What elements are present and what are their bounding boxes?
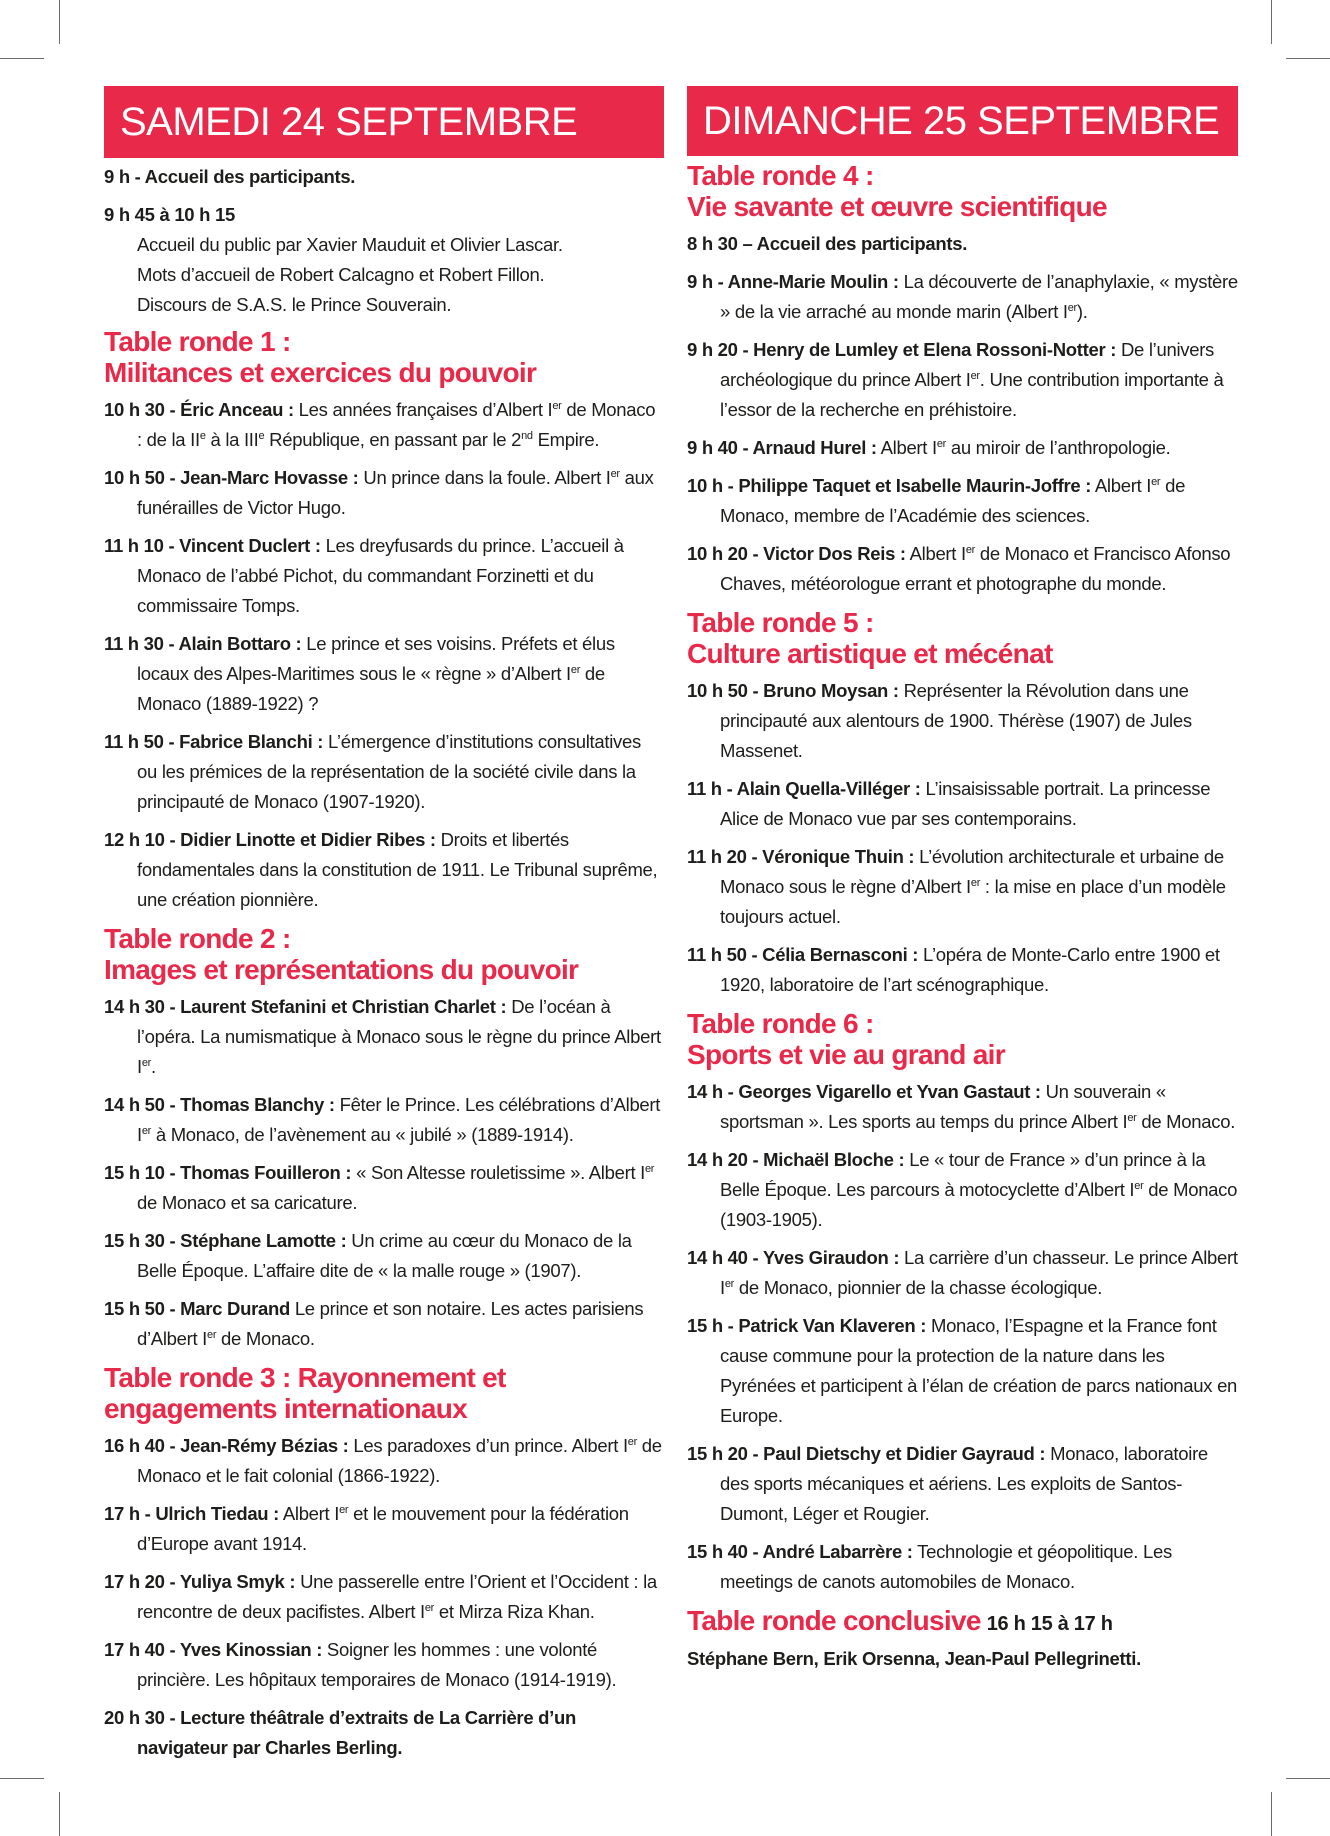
program-entry [104,992,664,1082]
entry-description: « Son Altesse rouletissime ». Albert Ier de Monaco et sa caricature. [137,1162,655,1213]
program-entry [687,433,1238,463]
entry-description: Technologie et géopolitique. Les meetings de canots automobiles de Monaco. [720,1541,1172,1592]
entry-description: L’insaisissable portrait. La princesse Alice de Monaco vue par ses contemporains. [720,778,1211,829]
entry-time-speaker: 15 h 40 - André Labarrère : [687,1541,913,1562]
saturday-column [104,86,664,1771]
program-entry [687,1077,1238,1137]
program-entry [104,727,664,817]
round-table-title-line: Sports et vie au grand air [687,1039,1005,1070]
entry-time-speaker: 11 h 50 - Fabrice Blanchi : [104,731,324,752]
crop-mark [59,1792,60,1836]
program-entry [687,1439,1238,1529]
entry-time-speaker: 14 h 40 - Yves Giraudon : [687,1247,900,1268]
sunday-banner: DIMANCHE 25 SEPTEMBRE [687,86,1238,156]
program-entry [687,335,1238,425]
crop-mark [1271,1792,1272,1836]
crop-mark [1271,0,1272,44]
program-entry [687,471,1238,531]
program-entry [104,463,664,523]
program-entry [104,1431,664,1491]
entry-time-speaker: 14 h 30 - Laurent Stefanini et Christian Charlet : [104,996,507,1017]
conclusive-time: 16 h 15 à 17 h [986,1613,1113,1635]
program-entry [687,676,1238,766]
program-entry [104,825,664,915]
conclusive-title: Table ronde conclusive 16 h 15 à 17 h [687,1605,1113,1636]
round-table-title-line: Culture artistique et mécénat [687,638,1053,669]
entry-time-speaker: 15 h 30 - Stéphane Lamotte : [104,1230,347,1251]
round-table-title-line: Table ronde 5 : [687,607,874,638]
program-entry [687,842,1238,932]
entry-description: Le prince et son notaire. Les actes parisiens d’Albert Ier de Monaco. [137,1298,644,1349]
round-table-title-line: Table ronde 3 : Rayonnement et [104,1362,506,1393]
entry-time-speaker: 17 h 20 - Yuliya Smyk : [104,1571,296,1592]
entry-time-speaker: 9 h - Anne-Marie Moulin : [687,271,899,292]
entry-description: Albert Ier au miroir de l’anthropologie. [880,437,1171,458]
program-entry [104,1703,664,1763]
entry-time-speaker: 15 h 10 - Thomas Fouilleron : [104,1162,352,1183]
entry-description: La carrière d’un chasseur. Le prince Albert Ier de Monaco, pionnier de la chasse écologique. [720,1247,1238,1298]
crop-mark [1286,58,1330,59]
entry-description: Albert Ier et le mouvement pour la fédération d’Europe avant 1914. [137,1503,629,1554]
welcome-entry: 9 h - Accueil des participants. [104,166,356,187]
round-table-title-line: Vie savante et œuvre scientifique [687,191,1107,222]
entry-time-speaker: 11 h 10 - Vincent Duclert : [104,535,321,556]
entry-time-speaker: 11 h 30 - Alain Bottaro : [104,633,302,654]
entry-time-speaker: 15 h 50 - Marc Durand [104,1298,290,1319]
entry-time-speaker: 10 h 50 - Bruno Moysan : [687,680,899,701]
program-entry [687,774,1238,834]
entry-description: L’émergence d’institutions consultatives ou les prémices de la représentation de la société civile dans la principauté de Monaco (1907-1920). [137,731,641,812]
opening-time: 9 h 45 à 10 h 15 [104,204,235,225]
program-entry [104,1158,664,1218]
entry-time-speaker: 12 h 10 - Didier Linotte et Didier Ribes : [104,829,436,850]
entry-description: L’évolution architecturale et urbaine de Monaco sous le règne d’Albert Ier : la mise en place d’un modèle toujours actuel. [720,846,1226,927]
opening-lines: Accueil du public par Xavier Mauduit et Olivier Lascar. Mots d’accueil de Robert Calcagno et Robert Fillon. Discours de S.A.S. le Prince Souverain. [137,234,563,315]
entry-description: Droits et libertés fondamentales dans la constitution de 1911. Le Tribunal suprême, une création pionnière. [137,829,658,910]
entry-time-speaker: 17 h - Ulrich Tiedau : [104,1503,280,1524]
round-table-title-line: engagements internationaux [104,1393,467,1424]
program-entry [104,1294,664,1354]
program-entry [104,1226,664,1286]
entry-time-speaker: 9 h 40 - Arnaud Hurel : [687,437,877,458]
round-table-title [687,1008,1238,1070]
program-entry [687,1145,1238,1235]
entry-time-speaker: 14 h - Georges Vigarello et Yvan Gastaut : [687,1081,1041,1102]
crop-mark [59,0,60,44]
entry-time-speaker: 10 h 30 - Éric Anceau : [104,399,294,420]
program-entry [104,531,664,621]
entry-description: Les dreyfusards du prince. L’accueil à Monaco de l’abbé Pichot, du commandant Forzinetti et du commissaire Tomps. [137,535,624,616]
round-table-title [687,607,1238,669]
program-entry [104,1090,664,1150]
entry-description: De l’univers archéologique du prince Albert Ier. Une contribution importante à l’essor de la recherche en préhistoire. [720,339,1224,420]
round-table-title-line: Table ronde 2 : [104,923,291,954]
entry-time-speaker: 11 h - Alain Quella-Villéger : [687,778,921,799]
program-entry [687,1243,1238,1303]
conclusive-speakers: Stéphane Bern, Erik Orsenna, Jean-Paul Pellegrinetti. [687,1648,1141,1669]
entry-description: Albert Ier de Monaco, membre de l’Académie des sciences. [720,475,1186,526]
entry-time-speaker: 15 h 20 - Paul Dietschy et Didier Gayraud : [687,1443,1046,1464]
program-entry [104,395,664,455]
program-entry [687,1311,1238,1431]
entry-time-speaker: 14 h 50 - Thomas Blanchy : [104,1094,335,1115]
entry-time-speaker: 10 h 20 - Victor Dos Reis : [687,543,906,564]
program-entry [687,267,1238,327]
entry-description: Le prince et ses voisins. Préfets et élus locaux des Alpes-Maritimes sous le « règne » d’Albert Ier de Monaco (1889-1922) ? [137,633,615,714]
round-table-title [104,1362,664,1424]
sunday-column [687,86,1238,1682]
entry-time-speaker: 20 h 30 - Lecture théâtrale d’extraits de La Carrière d’un navigateur par Charles Berling. [104,1707,577,1758]
entry-time-speaker: 15 h - Patrick Van Klaveren : [687,1315,927,1336]
entry-description: Un prince dans la foule. Albert Ier aux funérailles de Victor Hugo. [137,467,654,518]
entry-description: Un souverain « sportsman ». Les sports au temps du prince Albert Ier de Monaco. [720,1081,1236,1132]
program-entry [687,539,1238,599]
round-table-title-line: Militances et exercices du pouvoir [104,357,537,388]
entry-description: Les paradoxes d’un prince. Albert Ier de Monaco et le fait colonial (1866-1922). [137,1435,662,1486]
program-entry [687,1537,1238,1597]
program-entry [104,1499,664,1559]
entry-description: Les années françaises d’Albert Ier de Monaco : de la IIe à la IIIe République, en passant par le 2nd Empire. [137,399,656,450]
sunday-round-tables [687,160,1238,1597]
entry-time-speaker: 8 h 30 – Accueil des participants. [687,233,968,254]
round-table-title-line: Table ronde 6 : [687,1008,874,1039]
round-table-title [687,160,1238,222]
entry-time-speaker: 16 h 40 - Jean-Rémy Bézias : [104,1435,349,1456]
entry-description: Un crime au cœur du Monaco de la Belle Époque. L’affaire dite de « la malle rouge » (1907). [137,1230,632,1281]
entry-time-speaker: 17 h 40 - Yves Kinossian : [104,1639,323,1660]
entry-description: Monaco, l’Espagne et la France font cause commune pour la protection de la nature dans les Pyrénées et participent à l’élan de création de parcs nationaux en Europe. [720,1315,1238,1426]
entry-time-speaker: 10 h - Philippe Taquet et Isabelle Maurin-Joffre : [687,475,1092,496]
crop-mark [0,1778,44,1779]
entry-description: Albert Ier de Monaco et Francisco Afonso Chaves, météorologue errant et photographe du monde. [720,543,1231,594]
entry-description: De l’océan à l’opéra. La numismatique à Monaco sous le règne du prince Albert Ier. [137,996,661,1077]
round-table-title-line: Table ronde 4 : [687,160,874,191]
crop-mark [1286,1778,1330,1779]
program-entry [104,1635,664,1695]
entry-description: Le « tour de France » d’un prince à la Belle Époque. Les parcours à motocyclette d’Albert Ier de Monaco (1903-1905). [720,1149,1238,1230]
entry-description: La découverte de l’anaphylaxie, « mystère » de la vie arraché au monde marin (Albert Ier). [720,271,1238,322]
entry-time-speaker: 11 h 20 - Véronique Thuin : [687,846,915,867]
entry-description: L’opéra de Monte-Carlo entre 1900 et 1920, laboratoire de l’art scénographique. [720,944,1220,995]
saturday-round-tables [104,326,664,1763]
round-table-title [104,923,664,985]
program-entry [687,229,1238,259]
entry-description: Monaco, laboratoire des sports mécaniques et aériens. Les exploits de Santos-Dumont, Léger et Rougier. [720,1443,1208,1524]
entry-time-speaker: 9 h 20 - Henry de Lumley et Elena Rossoni-Notter : [687,339,1117,360]
crop-mark [0,58,44,59]
entry-description: Une passerelle entre l’Orient et l’Occident : la rencontre de deux pacifistes. Albert Ier et Mirza Riza Khan. [137,1571,657,1622]
program-entry [104,1567,664,1627]
round-table-title [104,326,664,388]
entry-time-speaker: 10 h 50 - Jean-Marc Hovasse : [104,467,359,488]
entry-description: Fêter le Prince. Les célébrations d’Albert Ier à Monaco, de l’avènement au « jubilé » (1889-1914). [137,1094,661,1145]
entry-time-speaker: 14 h 20 - Michaël Bloche : [687,1149,905,1170]
round-table-title-line: Table ronde 1 : [104,326,291,357]
entry-time-speaker: 11 h 50 - Célia Bernasconi : [687,944,919,965]
program-entry [104,629,664,719]
program-entry [687,940,1238,1000]
round-table-title-line: Images et représentations du pouvoir [104,954,579,985]
entry-description: Soigner les hommes : une volonté princière. Les hôpitaux temporaires de Monaco (1914-1919). [137,1639,617,1690]
entry-description: Représenter la Révolution dans une principauté aux alentours de 1900. Thérèse (1907) de Jules Massenet. [720,680,1192,761]
saturday-banner: SAMEDI 24 SEPTEMBRE [104,86,664,158]
